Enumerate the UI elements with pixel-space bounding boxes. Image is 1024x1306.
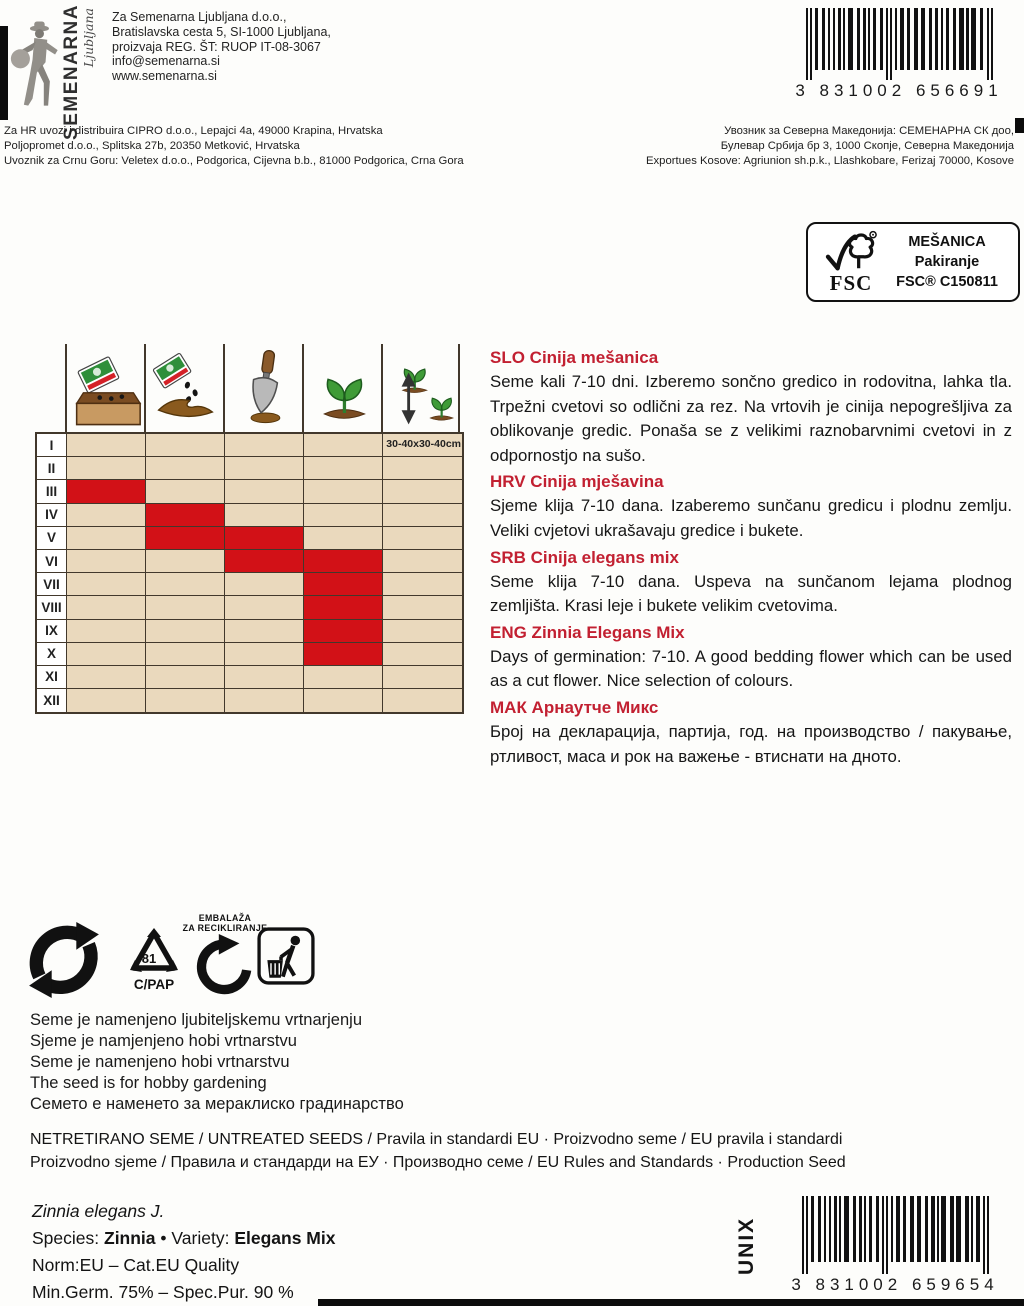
desc-body-srb: Seme klija 7-10 dana. Uspeva na sunčanom lejama plodnog zemljišta. Krasi leje i bukete velikim cvetovima. [490, 571, 1012, 616]
variety-value: Elegans Mix [234, 1228, 336, 1248]
calendar-cell-IX-direct-sowing [146, 620, 225, 643]
calendar-cell-VI-growth [304, 550, 383, 573]
calendar-cell-VIII-growth [304, 596, 383, 619]
embalaza-caption-1: EMBALAŽA [198, 913, 252, 923]
month-label-I: I [37, 434, 67, 457]
standards-text [30, 1128, 846, 1174]
semenarna-logo [10, 4, 110, 140]
desc-title-hrv: HRV Cinija mješavina [490, 472, 664, 492]
calendar-cell-VIII-transplanting [225, 596, 304, 619]
cpap-recycling-icon [123, 927, 185, 992]
embalaza-caption-2: ZA RECIKLIRANJE [182, 923, 268, 933]
calendar-cell-IX-growth [304, 620, 383, 643]
sowing-calendar [35, 344, 464, 714]
distributor-line: Булевар Србија бр 3, 1000 Скопје, Северна Македонија [720, 140, 1014, 152]
barcode-bars [806, 8, 993, 80]
month-label-XI: XI [37, 666, 67, 689]
calendar-cell-X-spacing [383, 643, 462, 666]
calendar-cell-V-indoor-sowing [67, 527, 146, 550]
calendar-cell-XII-spacing [383, 689, 462, 712]
fsc-license-code: FSC® C150811 [896, 274, 998, 290]
month-label-VII: VII [37, 573, 67, 596]
descriptions [490, 344, 1012, 769]
fsc-word: FSC [829, 271, 873, 295]
sower-figure-icon [10, 12, 62, 116]
calendar-cell-VII-transplanting [225, 573, 304, 596]
latin-name: Zinnia elegans J. [32, 1201, 165, 1221]
unix-side-text: UNIX [735, 1216, 758, 1275]
hobby-line-srb: Seme je namenjeno hobi vrtnarstvu [30, 1053, 290, 1071]
seedling-icon [302, 344, 381, 432]
variety-info [32, 1198, 335, 1306]
calendar-cell-II-transplanting [225, 457, 304, 480]
direct-sowing-icon [144, 344, 223, 432]
tidyman-icon [257, 927, 315, 985]
calendar-cell-VI-transplanting [225, 550, 304, 573]
calendar-cell-III-transplanting [225, 480, 304, 503]
brand-city: Ljubljana [81, 8, 96, 68]
month-label-II: II [37, 457, 67, 480]
variety-label: Variety: [171, 1228, 230, 1248]
month-label-X: X [37, 643, 67, 666]
desc-body-slo: Seme kali 7-10 dni. Izberemo sončno gredico in rodovitna, lahka tla. Trpežni cvetovi so odlični za rez. Na vrtovih je cinija nepogrešljiva za oblikovanje gredic. Ponaša se z velikimi raznobarvnimi cvetovi in z odpornostjo na sušo. [490, 372, 1012, 465]
distributor-line: Poljopromet d.o.o., Splitska 27b, 20350 Metković, Hrvatska [4, 140, 300, 152]
print-mark-right [1015, 118, 1024, 133]
calendar-cell-I-growth [304, 434, 383, 457]
print-mark-bottom [318, 1299, 1024, 1306]
calendar-cell-I-direct-sowing [146, 434, 225, 457]
desc-body-mak: Број на декларација, партија, год. на производство / пакување, ртливост, маса и рок на важење - втиснати на дното. [490, 721, 1012, 766]
calendar-cell-VII-growth [304, 573, 383, 596]
calendar-cell-VI-direct-sowing [146, 550, 225, 573]
calendar-cell-VIII-direct-sowing [146, 596, 225, 619]
fsc-certification-box [806, 222, 1020, 302]
fsc-line-mesanica: MEŠANICA [908, 234, 986, 250]
calendar-cell-II-indoor-sowing [67, 457, 146, 480]
calendar-cell-VI-spacing [383, 550, 462, 573]
calendar-cell-VII-direct-sowing [146, 573, 225, 596]
cpap-number: 81 [141, 951, 157, 966]
species-variety-line [32, 1225, 335, 1252]
calendar-cell-XI-transplanting [225, 666, 304, 689]
calendar-cell-VIII-indoor-sowing [67, 596, 146, 619]
calendar-body [35, 432, 464, 714]
calendar-cell-XI-growth [304, 666, 383, 689]
ean-barcode-top [778, 8, 1020, 101]
calendar-cell-XII-direct-sowing [146, 689, 225, 712]
calendar-cell-X-direct-sowing [146, 643, 225, 666]
desc-body-eng: Days of germination: 7-10. A good bedding flower which can be used as a cut flower. Nice selection of colours. [490, 646, 1012, 691]
hobby-line-hrv: Sjeme je namjenjeno hobi vrtnarstvu [30, 1032, 297, 1050]
calendar-cell-XII-transplanting [225, 689, 304, 712]
producer-address [112, 10, 331, 84]
calendar-cell-VII-spacing [383, 573, 462, 596]
distributors-left [4, 124, 464, 169]
calendar-cell-XI-direct-sowing [146, 666, 225, 689]
calendar-cell-V-spacing [383, 527, 462, 550]
indoor-sowing-icon [65, 344, 144, 432]
calendar-cell-XI-indoor-sowing [67, 666, 146, 689]
calendar-cell-XII-indoor-sowing [67, 689, 146, 712]
fsc-tree-icon [822, 228, 880, 274]
address-line: Bratislavska cesta 5, SI-1000 Ljubljana, [112, 24, 331, 39]
month-label-VIII: VIII [37, 596, 67, 619]
desc-title-slo: SLO Cinija mešanica [490, 348, 659, 367]
distributor-line: Uvoznik za Crnu Goru: Veletex d.o.o., Podgorica, Cijevna b.b., 81000 Podgorica, Crna Gora [4, 155, 464, 167]
desc-title-srb: SRB Cinija elegans mix [490, 547, 679, 567]
calendar-cell-II-growth [304, 457, 383, 480]
calendar-cell-I-indoor-sowing [67, 434, 146, 457]
month-label-IX: IX [37, 620, 67, 643]
transplanting-trowel-icon [223, 344, 302, 432]
barcode-digits: 3 831002 659654 [791, 1275, 999, 1294]
calendar-cell-III-growth [304, 480, 383, 503]
distributor-line: Увозник за Северна Македонија: СЕМЕНАРНА СК доо, [724, 125, 1014, 137]
calendar-cell-V-direct-sowing [146, 527, 225, 550]
month-label-III: III [37, 480, 67, 503]
calendar-cell-IV-indoor-sowing [67, 504, 146, 527]
address-line: www.semenarna.si [112, 69, 217, 84]
calendar-cell-I-transplanting [225, 434, 304, 457]
distributor-line: Exportues Kosove: Agriunion sh.p.k., Llashkobare, Ferizaj 70000, Kosove [646, 155, 1014, 167]
calendar-cell-IV-direct-sowing [146, 504, 225, 527]
calendar-cell-V-growth [304, 527, 383, 550]
calendar-cell-IV-growth [304, 504, 383, 527]
calendar-cell-III-spacing [383, 480, 462, 503]
calendar-cell-V-transplanting [225, 527, 304, 550]
hobby-line-eng: The seed is for hobby gardening [30, 1074, 267, 1092]
calendar-cell-II-direct-sowing [146, 457, 225, 480]
desc-title-eng: ENG Zinnia Elegans Mix [490, 622, 685, 642]
calendar-cell-III-direct-sowing [146, 480, 225, 503]
calendar-cell-II-spacing [383, 457, 462, 480]
calendar-cell-IV-spacing [383, 504, 462, 527]
fsc-logo [818, 228, 884, 296]
calendar-header [65, 344, 460, 432]
calendar-cell-XI-spacing [383, 666, 462, 689]
circular-arrow-icon [192, 933, 258, 999]
print-mark-left [0, 26, 8, 120]
month-label-IV: IV [37, 504, 67, 527]
address-line: proizvaja REG. ŠT: RUOP IT-08-3067 [112, 39, 321, 54]
hobby-gardening-text [30, 1010, 404, 1115]
norm-line: Norm:EU – Cat.EU Quality [32, 1255, 240, 1275]
distributors-right [646, 124, 1014, 169]
calendar-cell-IX-spacing [383, 620, 462, 643]
calendar-cell-VI-indoor-sowing [67, 550, 146, 573]
calendar-cell-VII-indoor-sowing [67, 573, 146, 596]
distributor-line: Za HR uvozi i distribuira CIPRO d.o.o., Lepajci 4a, 49000 Krapina, Hrvatska [4, 125, 383, 137]
spacing-label: 30-40x30-40cm [386, 438, 461, 450]
calendar-cell-I-spacing [383, 434, 462, 457]
calendar-cell-XII-growth [304, 689, 383, 712]
month-label-XII: XII [37, 689, 67, 712]
germination-line: Min.Germ. 75% – Spec.Pur. 90 % [32, 1282, 294, 1302]
green-point-icon [25, 921, 103, 999]
address-line: info@semenarna.si [112, 54, 220, 69]
address-line: Za Semenarna Ljubljana d.o.o., [112, 10, 287, 24]
fsc-line-pakiranje: Pakiranje [914, 254, 980, 270]
spacing-icon [381, 344, 460, 432]
cpap-label: C/PAP [133, 977, 175, 992]
hobby-line-mak: Семето е наменето за мераклиско градинарство [30, 1095, 404, 1113]
separator-bullet: • [160, 1228, 167, 1248]
calendar-cell-IX-transplanting [225, 620, 304, 643]
calendar-cell-IV-transplanting [225, 504, 304, 527]
standards-line-2: Proizvodno sjeme / Правила и стандарди на ЕУ · Производно семе / EU Rules and Standards · Production Seed [30, 1154, 846, 1171]
month-label-V: V [37, 527, 67, 550]
barcode-bars [802, 1196, 989, 1274]
calendar-cell-IX-indoor-sowing [67, 620, 146, 643]
brand-name: SEMENARNA [61, 4, 82, 140]
calendar-cell-III-indoor-sowing [67, 480, 146, 503]
calendar-cell-X-growth [304, 643, 383, 666]
species-label: Species: [32, 1228, 100, 1248]
month-label-VI: VI [37, 550, 67, 573]
barcode-digits: 3 831002 656691 [795, 81, 1003, 100]
desc-body-hrv: Sjeme klija 7-10 dana. Izaberemo sunčanu gredicu i plodnu zemlju. Veliki cvjetovi ukrašavaju gredice i bukete. [490, 496, 1012, 540]
ean-barcode-bottom [770, 1196, 1020, 1295]
hobby-line-slo: Seme je namenjeno ljubiteljskemu vrtnarjenju [30, 1011, 363, 1029]
calendar-cell-VIII-spacing [383, 596, 462, 619]
desc-title-mak: МАК Арнаутче Микс [490, 697, 659, 717]
calendar-cell-X-transplanting [225, 643, 304, 666]
calendar-cell-X-indoor-sowing [67, 643, 146, 666]
recycling-icons [25, 905, 325, 1005]
species-value: Zinnia [104, 1228, 156, 1248]
standards-line-1: NETRETIRANO SEME / UNTREATED SEEDS / Pravila in standardi EU · Proizvodno seme / EU pravila i standardi [30, 1131, 843, 1148]
